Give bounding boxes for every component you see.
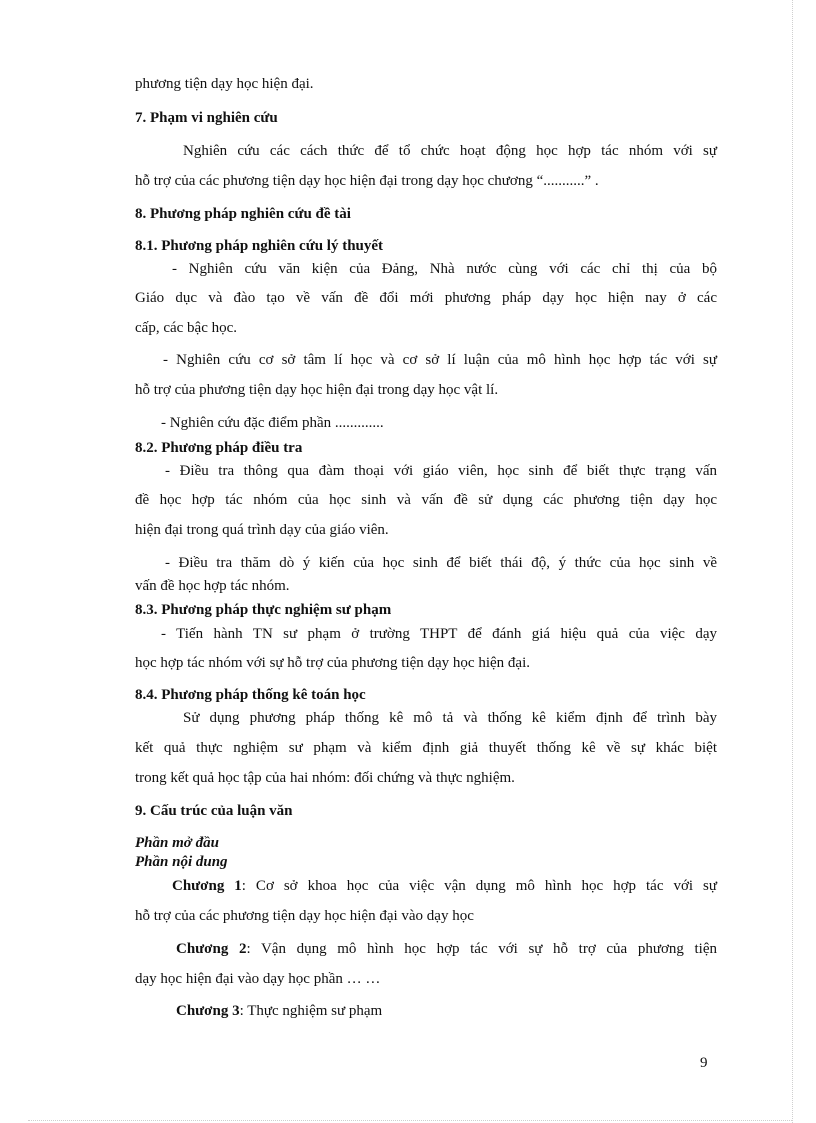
text-line: hỗ trợ của các phương tiện dạy học hiện đại trong dạy học chương “...........” . xyxy=(135,173,599,189)
chapter-3-text: : Thực nghiệm sư phạm xyxy=(239,1003,383,1019)
text-line: cấp, các bậc học. xyxy=(135,320,238,336)
page-border-bottom xyxy=(28,1120,792,1121)
text-line: vấn đề học hợp tác nhóm. xyxy=(135,578,290,594)
text-line: hiện đại trong quá trình dạy của giáo viên. xyxy=(135,522,389,538)
part-heading-intro: Phần mở đầu xyxy=(135,835,219,851)
text-line: Giáo dục và đào tạo về vấn đề đổi mới phương pháp dạy học hiện nay ở các xyxy=(135,290,717,306)
section-heading-7: 7. Phạm vi nghiên cứu xyxy=(135,110,278,126)
text-line: kết quả thực nghiệm sư phạm và kiểm định giả thuyết thống kê về sự khác biệt xyxy=(135,740,717,756)
part-heading-content: Phần nội dung xyxy=(135,854,228,870)
text-line: học hợp tác nhóm với sự hỗ trợ của phương tiện dạy học hiện đại. xyxy=(135,655,530,671)
chapter-3-line xyxy=(176,1001,758,1021)
text-line: hỗ trợ của phương tiện dạy học hiện đại trong dạy học vật lí. xyxy=(135,382,499,398)
chapter-1-line xyxy=(172,876,717,896)
text-line: - Nghiên cứu đặc điểm phần ............. xyxy=(161,415,384,431)
text-line: - Tiến hành TN sư phạm ở trường THPT để đánh giá hiệu quả của việc dạy xyxy=(161,626,717,642)
chapter-2-label: Chương 2 xyxy=(176,941,247,957)
chapter-2-text: : Vận dụng mô hình học hợp tác với sự hỗ trợ của phương tiện xyxy=(246,941,718,957)
text-line: - Nghiên cứu văn kiện của Đảng, Nhà nước cùng với các chỉ thị của bộ xyxy=(172,261,717,277)
text-line: hỗ trợ của các phương tiện dạy học hiện đại vào dạy học xyxy=(135,908,474,924)
text-line: Sử dụng phương pháp thống kê mô tả và thống kê kiểm định để trình bày xyxy=(183,710,717,726)
text-line: dạy học hiện đại vào dạy học phần … … xyxy=(135,971,381,987)
text-line: - Điều tra thăm dò ý kiến của học sinh để biết thái độ, ý thức của học sinh về xyxy=(165,555,717,571)
page-border-right xyxy=(792,0,793,1123)
text-line: - Điều tra thông qua đàm thoại với giáo viên, học sinh để biết thực trạng vấn xyxy=(165,463,717,479)
chapter-1-label: Chương 1 xyxy=(172,878,242,894)
subsection-heading-8-4: 8.4. Phương pháp thống kê toán học xyxy=(135,687,366,703)
chapter-2-line xyxy=(176,939,717,959)
subsection-heading-8-1: 8.1. Phương pháp nghiên cứu lý thuyết xyxy=(135,238,384,254)
subsection-heading-8-2: 8.2. Phương pháp điều tra xyxy=(135,440,303,456)
section-heading-8: 8. Phương pháp nghiên cứu đề tài xyxy=(135,206,351,222)
page-number: 9 xyxy=(700,1055,708,1071)
text-line: - Nghiên cứu cơ sở tâm lí học và cơ sở lí luận của mô hình học hợp tác với sự xyxy=(163,352,717,368)
text-line: Nghiên cứu các cách thức để tổ chức hoạt động học hợp tác nhóm với sự xyxy=(183,143,717,159)
chapter-3-label: Chương 3 xyxy=(176,1003,240,1019)
text-line: đề học hợp tác nhóm của học sinh và vấn đề sử dụng các phương tiện dạy học xyxy=(135,492,717,508)
text-line: phương tiện dạy học hiện đại. xyxy=(135,76,314,92)
section-heading-9: 9. Cấu trúc của luận văn xyxy=(135,803,293,819)
chapter-1-text: : Cơ sở khoa học của việc vận dụng mô hình học hợp tác với sự xyxy=(241,878,717,894)
text-line: trong kết quả học tập của hai nhóm: đối chứng và thực nghiệm. xyxy=(135,770,515,786)
subsection-heading-8-3: 8.3. Phương pháp thực nghiệm sư phạm xyxy=(135,602,392,618)
